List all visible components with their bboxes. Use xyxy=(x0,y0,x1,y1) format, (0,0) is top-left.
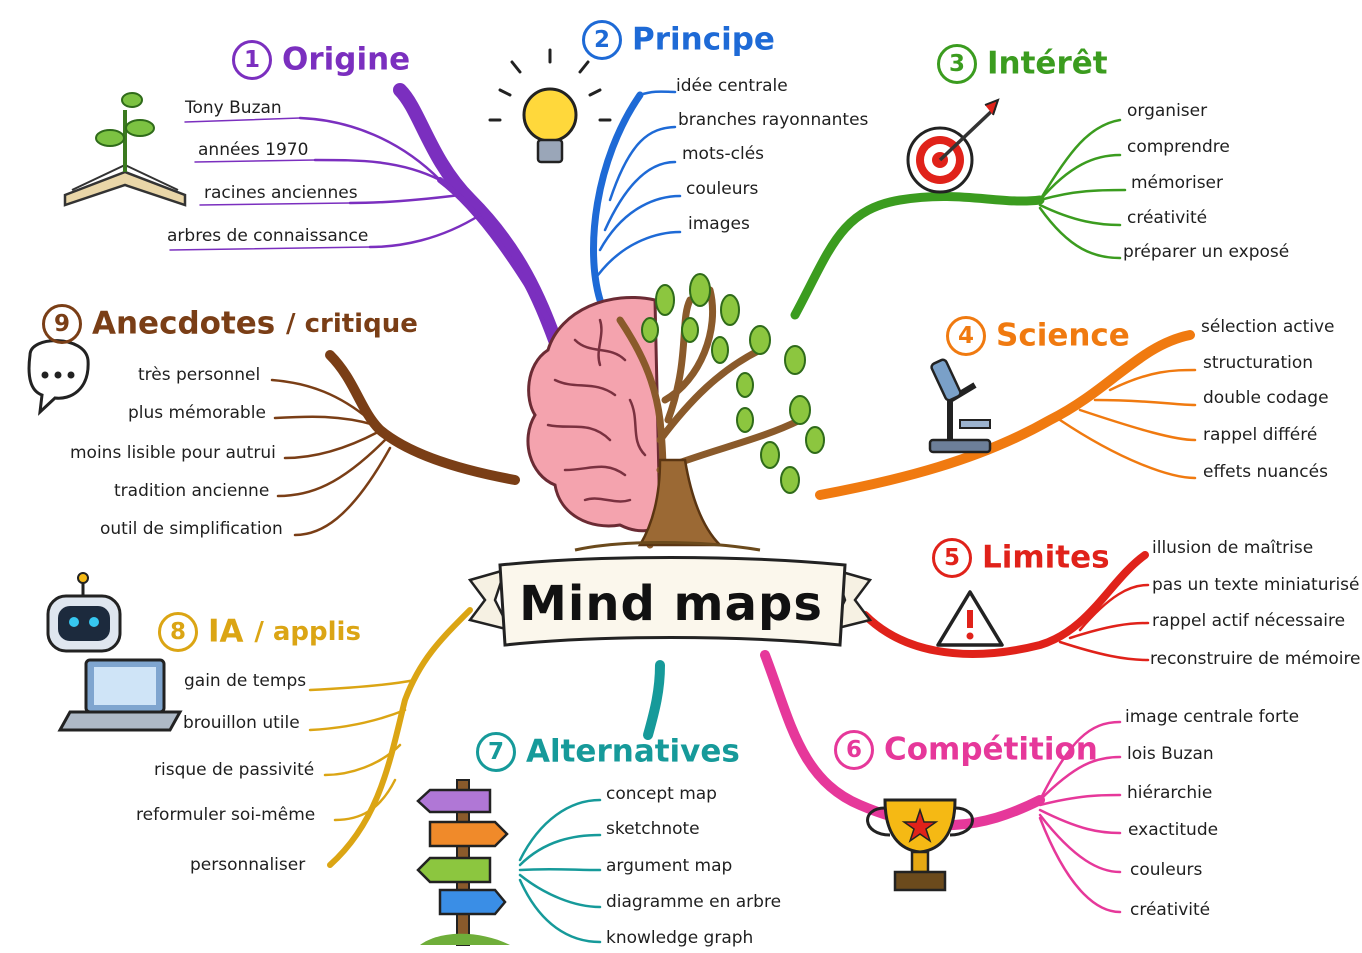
competition-item: exactitude xyxy=(1128,820,1219,840)
branch-lines-principe xyxy=(593,92,680,300)
branch-title-interet: 3 Intérêt xyxy=(937,44,1108,84)
interet-item: comprendre xyxy=(1127,137,1230,157)
science-item: effets nuancés xyxy=(1203,462,1328,482)
ia-item: risque de passivité xyxy=(154,760,315,780)
competition-item: hiérarchie xyxy=(1127,783,1213,803)
principe-item: idée centrale xyxy=(676,76,788,96)
book-seedling-icon xyxy=(65,93,185,205)
principe-item: mots-clés xyxy=(682,144,765,164)
competition-item: créativité xyxy=(1130,900,1211,920)
branch-title-principe: 2 Principe xyxy=(582,20,775,60)
ia-item: gain de temps xyxy=(184,671,307,691)
competition-item: image centrale forte xyxy=(1125,707,1300,727)
branch-title-anecdotes: 9 Anecdotes / critique xyxy=(42,304,418,344)
branch-number-science: 4 xyxy=(946,316,986,356)
interet-item: préparer un exposé xyxy=(1123,242,1290,262)
ia-item: brouillon utile xyxy=(183,713,300,733)
interet-item: créativité xyxy=(1127,208,1208,228)
anecdotes-item: plus mémorable xyxy=(128,403,266,423)
alternatives-item: argument map xyxy=(606,856,733,876)
principe-item: images xyxy=(688,214,750,234)
branch-title-ia: 8 IA / applis xyxy=(158,612,361,652)
branch-title-alternatives: 7 Alternatives xyxy=(476,732,740,772)
warning-icon xyxy=(938,592,1002,645)
branch-title-science: 4 Science xyxy=(946,316,1130,356)
limites-item: reconstruire de mémoire xyxy=(1150,649,1361,669)
branch-lines-science xyxy=(820,335,1195,495)
interet-item: organiser xyxy=(1127,101,1208,121)
competition-item: couleurs xyxy=(1130,860,1203,880)
branch-number-competition: 6 xyxy=(834,730,874,770)
alternatives-item: knowledge graph xyxy=(606,928,754,948)
alternatives-item: diagramme en arbre xyxy=(606,892,782,912)
science-item: sélection active xyxy=(1201,317,1335,337)
branch-number-principe: 2 xyxy=(582,20,622,60)
origine-item: racines anciennes xyxy=(204,183,358,203)
origine-item: arbres de connaissance xyxy=(167,226,369,246)
branch-lines-anecdotes xyxy=(272,355,515,535)
ia-item: reformuler soi-même xyxy=(136,805,316,825)
anecdotes-item: tradition ancienne xyxy=(114,481,270,501)
target-icon xyxy=(908,100,998,192)
anecdotes-item: outil de simplification xyxy=(100,519,283,539)
lightbulb-icon xyxy=(490,50,610,162)
microscope-icon xyxy=(930,358,990,452)
branch-title-origine: 1 Origine xyxy=(232,40,410,80)
speech-bubble-icon xyxy=(29,341,88,412)
branch-number-limites: 5 xyxy=(932,538,972,578)
origine-item: Tony Buzan xyxy=(185,98,282,118)
principe-item: branches rayonnantes xyxy=(678,110,869,130)
science-item: double codage xyxy=(1203,388,1329,408)
branch-title-limites: 5 Limites xyxy=(932,538,1110,578)
signpost-icon xyxy=(418,780,510,945)
interet-item: mémoriser xyxy=(1131,173,1223,193)
alternatives-item: sketchnote xyxy=(606,819,700,839)
anecdotes-item: très personnel xyxy=(138,365,261,385)
origine-item: années 1970 xyxy=(198,140,309,160)
science-item: rappel différé xyxy=(1203,425,1318,445)
branch-number-origine: 1 xyxy=(232,40,272,80)
ia-item: personnaliser xyxy=(190,855,306,875)
branch-subtitle-ia: / applis xyxy=(254,617,361,647)
branch-title-competition: 6 Compétition xyxy=(834,730,1098,770)
limites-item: pas un texte miniaturisé xyxy=(1152,575,1360,595)
competition-item: lois Buzan xyxy=(1127,744,1214,764)
branch-number-interet: 3 xyxy=(937,44,977,84)
science-item: structuration xyxy=(1203,353,1314,373)
limites-item: illusion de maîtrise xyxy=(1152,538,1314,558)
anecdotes-item: moins lisible pour autrui xyxy=(70,443,276,463)
branch-lines-origine xyxy=(170,90,560,340)
branch-number-ia: 8 xyxy=(158,612,198,652)
center-node xyxy=(486,560,856,652)
principe-item: couleurs xyxy=(686,179,759,199)
branch-subtitle-anecdotes: / critique xyxy=(286,309,418,339)
limites-item: rappel actif nécessaire xyxy=(1152,611,1346,631)
branch-number-anecdotes: 9 xyxy=(42,304,82,344)
branch-number-alternatives: 7 xyxy=(476,732,516,772)
center-title: Mind maps xyxy=(519,576,823,632)
alternatives-item: concept map xyxy=(606,784,717,804)
